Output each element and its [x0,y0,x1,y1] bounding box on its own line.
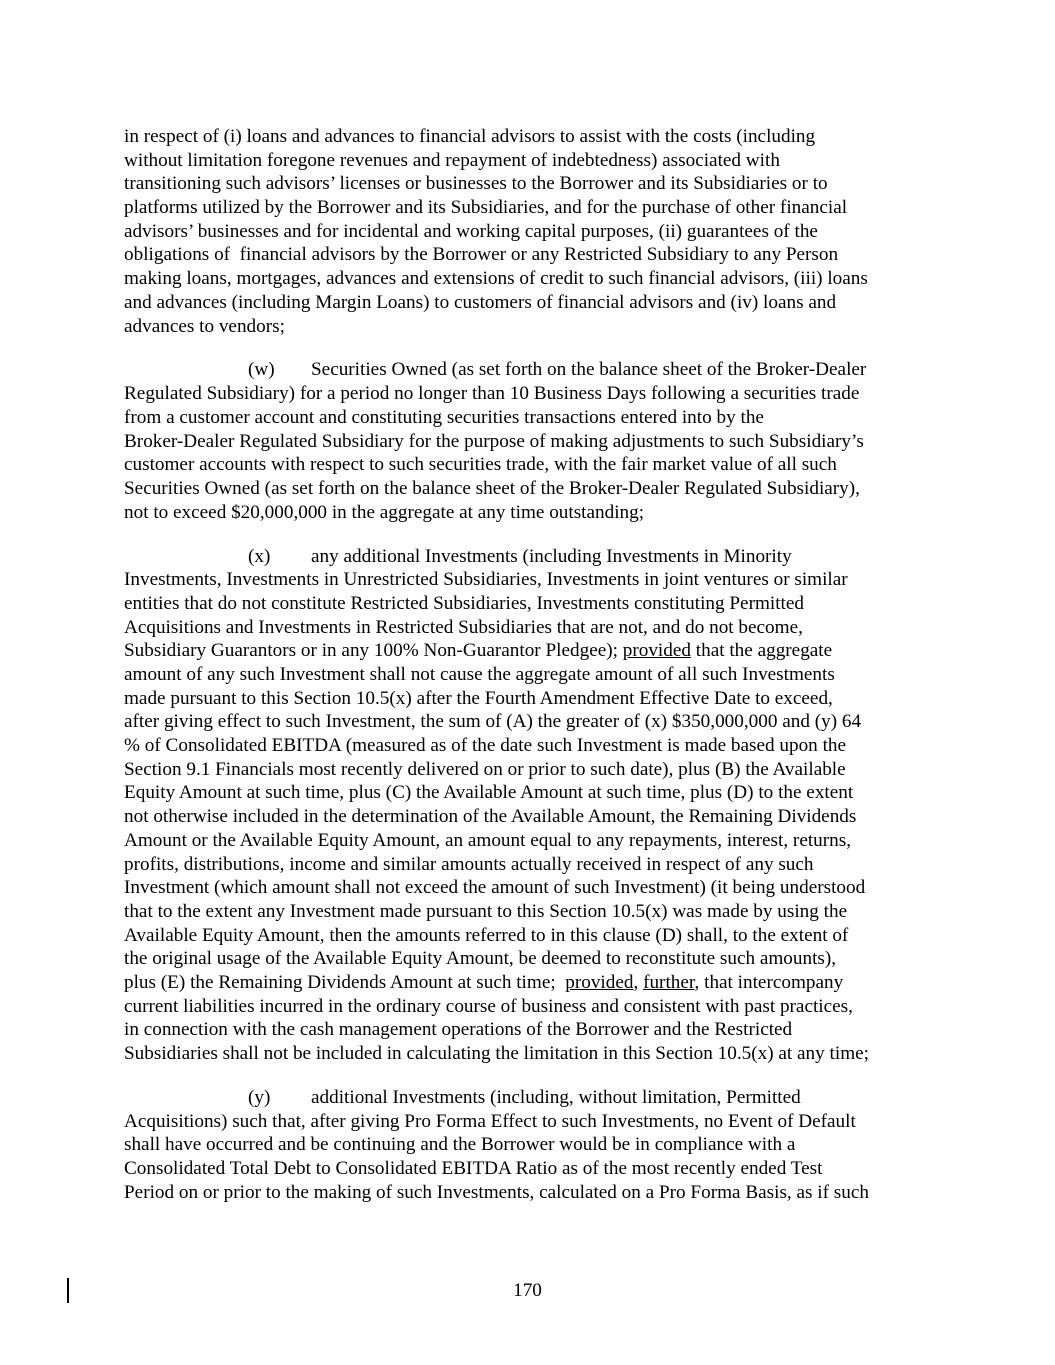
text-line [124,477,934,501]
text-segment: made pursuant to this Section 10.5(x) after the Fourth Amendment Effective Date to exceed, [124,687,833,709]
text-segment: Investment (which amount shall not exceed the amount of such Investment) (it being understood [124,877,866,899]
text-segment: Available Equity Amount, then the amounts referred to in this clause (D) shall, to the extent of [124,924,849,946]
text-line [124,947,934,971]
text-line [124,220,934,244]
text-segment: the original usage of the Available Equity Amount, be deemed to reconstitute such amounts), [124,948,837,970]
text-line [124,501,934,525]
text-line [124,545,934,569]
document-body [124,125,934,1225]
text-line [124,1018,934,1042]
text-segment: Period on or prior to the making of such Investments, calculated on a Pro Forma Basis, as if such [124,1181,869,1203]
text-line [124,924,934,948]
text-line [124,1086,934,1110]
text-segment: not to exceed $20,000,000 in the aggregate at any time outstanding; [124,501,645,523]
underlined-term: provided [565,971,634,993]
text-segment: additional Investments (including, without limitation, Permitted [311,1087,801,1109]
text-segment: Regulated Subsidiary) for a period no longer than 10 Business Days following a securities trade [124,383,860,405]
text-segment: from a customer account and constituting securities transactions entered into by the [124,406,764,428]
clause-label: (y) [248,1087,271,1109]
text-segment: Acquisitions and Investments in Restricted Subsidiaries that are not, and do not become, [124,616,803,638]
text-line [124,315,934,339]
text-line [124,430,934,454]
text-segment: entities that do not constitute Restricted Subsidiaries, Investments constituting Permitted [124,592,804,614]
text-segment: after giving effect to such Investment, the sum of (A) the greater of (x) $350,000,000 and (y) 64 [124,711,862,733]
text-line [124,267,934,291]
text-line [124,291,934,315]
text-segment: advances to vendors; [124,315,285,337]
text-segment: Section 9.1 Financials most recently delivered on or prior to such date), plus (B) the Available [124,758,846,780]
text-segment: Subsidiaries shall not be included in calculating the limitation in this Section 10.5(x) at any time; [124,1043,869,1065]
text-segment: , that intercompany [694,971,844,993]
text-segment: Amount or the Available Equity Amount, an amount equal to any repayments, interest, returns, [124,829,852,851]
text-segment: Consolidated Total Debt to Consolidated EBITDA Ratio as of the most recently ended Test [124,1158,823,1180]
text-segment: Securities Owned (as set forth on the balance sheet of the Broker-Dealer Regulated Subsidiary), [124,477,860,499]
text-line [124,406,934,430]
text-line [124,758,934,782]
text-line [124,853,934,877]
text-segment: that the aggregate [690,640,833,662]
text-segment: plus (E) the Remaining Dividends Amount at such time; [124,971,566,993]
text-line [124,876,934,900]
paragraph [124,545,934,1066]
text-line [124,710,934,734]
text-segment: any additional Investments (including Investments in Minority [311,545,792,567]
text-line [124,1110,934,1134]
text-segment: , [633,971,644,993]
text-segment: making loans, mortgages, advances and extensions of credit to such financial advisors, (iii) loans [124,268,868,290]
text-line [124,781,934,805]
text-segment: in respect of (i) loans and advances to financial advisors to assist with the costs (including [124,126,816,147]
text-line [124,172,934,196]
text-line [124,243,934,267]
text-segment: not otherwise included in the determination of the Available Amount, the Remaining Dividends [124,806,857,828]
text-line [124,1133,934,1157]
text-segment: current liabilities incurred in the ordinary course of business and consistent with past practices, [124,995,853,1017]
text-segment: platforms utilized by the Borrower and its Subsidiaries, and for the purchase of other financial [124,197,848,219]
paragraph [124,125,934,338]
text-line [124,592,934,616]
text-segment: % of Consolidated EBITDA (measured as of the date such Investment is made based upon the [124,735,847,757]
text-line [124,734,934,758]
text-line [124,1181,934,1205]
text-segment: Equity Amount at such time, plus (C) the Available Amount at such time, plus (D) to the extent [124,782,854,804]
text-segment: and advances (including Margin Loans) to customers of financial advisors and (iv) loans and [124,291,837,313]
underlined-term: further [643,971,695,993]
text-line [124,663,934,687]
text-segment: customer accounts with respect to such securities trade, with the fair market value of all such [124,454,837,476]
text-segment: Investments, Investments in Unrestricted Subsidiaries, Investments in joint ventures or similar [124,569,848,591]
text-segment: advisors’ businesses and for incidental and working capital purposes, (ii) guarantees of the [124,220,818,242]
paragraph [124,358,934,524]
text-line [124,1157,934,1181]
text-segment: obligations of financial advisors by the Borrower or any Restricted Subsidiary to any Person [124,244,839,266]
text-line [124,829,934,853]
text-line [124,453,934,477]
text-line [124,568,934,592]
text-segment: Subsidiary Guarantors or in any 100% Non-Guarantor Pledgee); [124,640,623,662]
text-segment: without limitation foregone revenues and repayment of indebtedness) associated with [124,149,780,171]
text-segment: Broker-Dealer Regulated Subsidiary for the purpose of making adjustments to such Subsidiary’s [124,430,864,452]
text-line [124,805,934,829]
text-line [124,639,934,663]
text-segment: amount of any such Investment shall not cause the aggregate amount of all such Investments [124,664,835,686]
text-line [124,995,934,1019]
text-segment: shall have occurred and be continuing and the Borrower would be in compliance with a [124,1134,796,1156]
text-line [124,125,934,149]
text-line [124,358,934,382]
underlined-term: provided [622,640,691,662]
clause-label: (w) [248,359,275,381]
text-segment: transitioning such advisors’ licenses or businesses to the Borrower and its Subsidiaries or to [124,173,828,195]
text-line [124,196,934,220]
page-number: 170 [513,1280,542,1301]
text-line [124,382,934,406]
text-line [124,1042,934,1066]
text-line [124,149,934,173]
text-segment: in connection with the cash management operations of the Borrower and the Restricted [124,1019,793,1041]
text-line [124,687,934,711]
text-segment: that to the extent any Investment made pursuant to this Section 10.5(x) was made by using the [124,900,848,922]
text-line [124,971,934,995]
text-segment: Acquisitions) such that, after giving Pro Forma Effect to such Investments, no Event of Default [124,1110,856,1132]
paragraph [124,1086,934,1204]
text-segment: Securities Owned (as set forth on the balance sheet of the Broker-Dealer [311,359,867,381]
text-segment: profits, distributions, income and similar amounts actually received in respect of any such [124,853,814,875]
text-line [124,616,934,640]
text-line [124,900,934,924]
clause-label: (x) [248,545,271,567]
